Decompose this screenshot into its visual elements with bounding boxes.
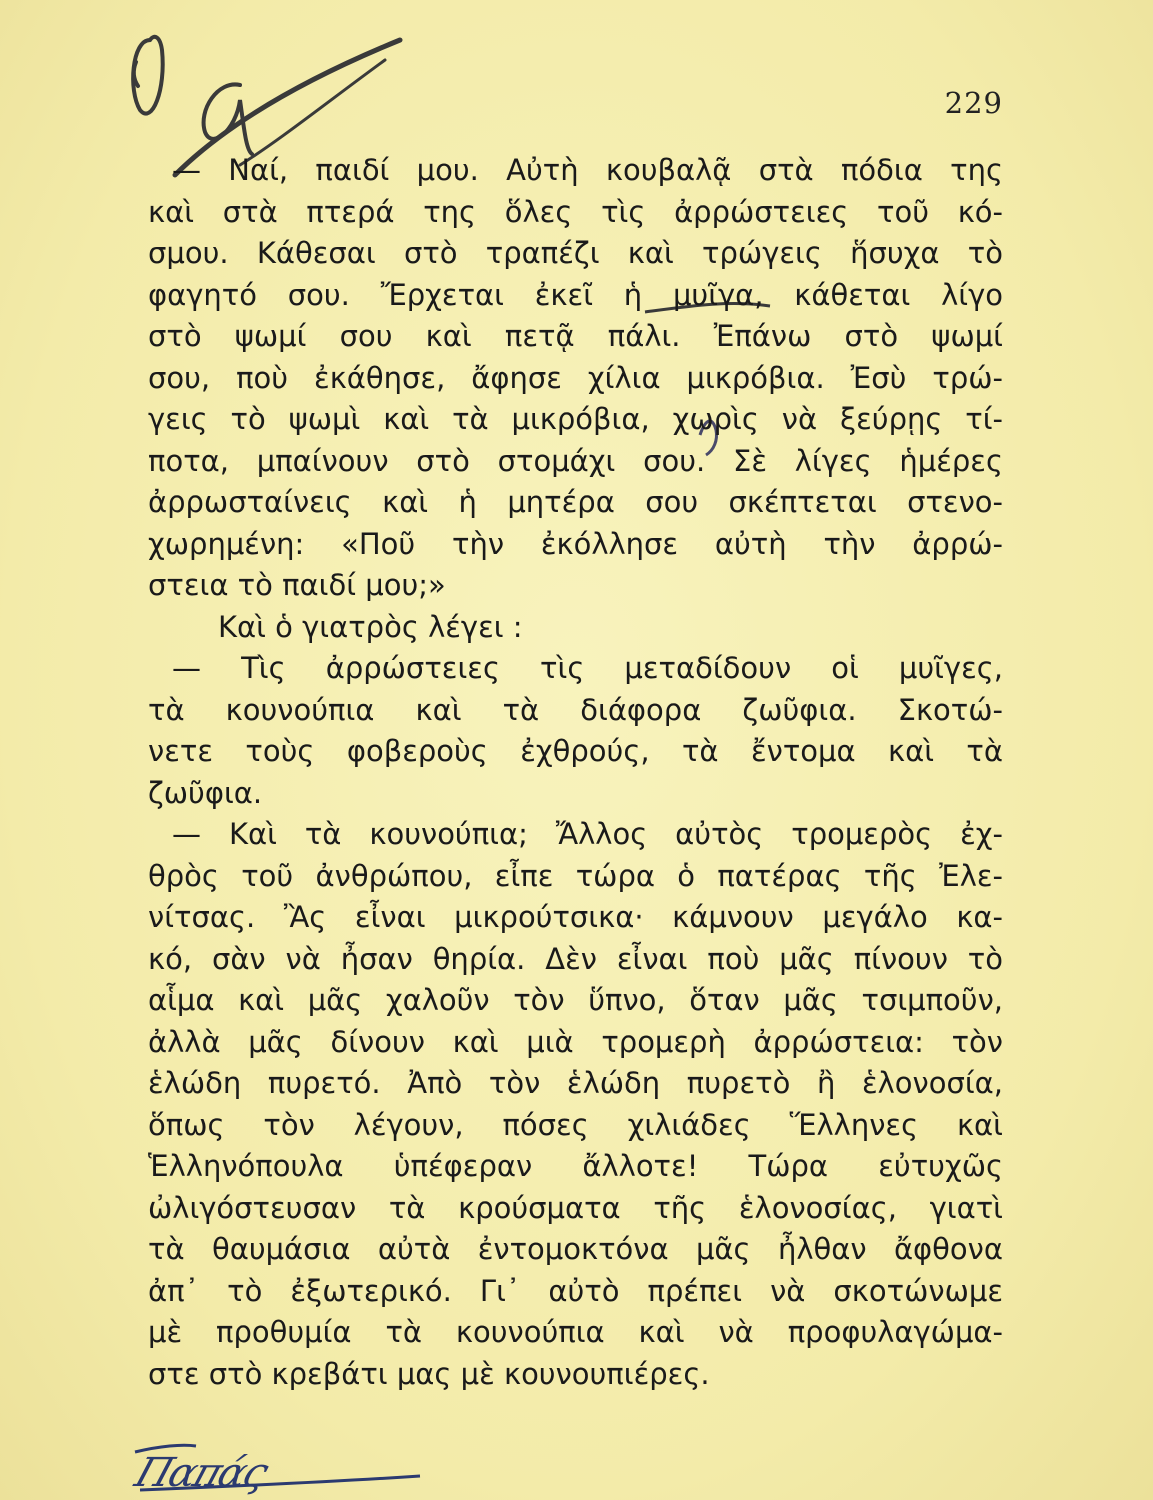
text-line: ἀρρωσταίνεις καὶ ἡ μητέρα σου σκέπτεται στενο- [148, 485, 1003, 519]
text-line: χωρημένη: «Ποῦ τὴν ἐκόλλησε αὐτὴ τὴν ἀρρώ- [148, 526, 1003, 561]
text-line: τὰ θαυμάσια αὐτὰ ἐντομοκτόνα μᾶς ἦλθαν ἄφθονα [148, 1232, 1003, 1266]
text-line: στε στὸ κρεβάτι μας μὲ κουνουπιέρες. [148, 1356, 710, 1391]
text-line: — Καὶ τὰ κουνούπια; Ἄλλος αὐτὸς τρομερὸς ἐχ- [172, 817, 1003, 851]
page-number: 229 [944, 86, 1003, 120]
text-line: φαγητό σου. Ἔρχεται ἐκεῖ ἡ μυῖγα, κάθεται λίγο [148, 277, 1003, 312]
text-line: στεια τὸ παιδί μου;» [148, 568, 446, 602]
text-line: ὅπως τὸν λέγουν, πόσες χιλιάδες Ἕλληνες καὶ [148, 1107, 1003, 1142]
text-line: νετε τοὺς φοβεροὺς ἐχθρούς, τὰ ἔντομα καὶ τὰ [148, 734, 1003, 768]
text-line: τὰ κουνούπια καὶ τὰ διάφορα ζωῦφια. Σκοτώ- [148, 692, 1003, 727]
text-line: — Ναί, παιδί μου. Αὐτὴ κουβαλᾷ στὰ πόδια της [172, 153, 1003, 187]
text-line: στὸ ψωμί σου καὶ πετᾷ πάλι. Ἐπάνω στὸ ψωμί [148, 319, 1003, 353]
text-line: ἀπ᾽ τὸ ἐξωτερικό. Γι᾽ αὐτὸ πρέπει νὰ σκοτώνωμε [148, 1273, 1003, 1308]
text-line: ἀλλὰ μᾶς δίνουν καὶ μιὰ τρομερὴ ἀρρώστεια: τὸν [148, 1024, 1003, 1059]
text-line: καὶ στὰ πτερά της ὅλες τὶς ἀρρώστειες τοῦ κό- [148, 194, 1003, 229]
text-line: κό, σὰν νὰ ἦσαν θηρία. Δὲν εἶναι ποὺ μᾶς πίνουν τὸ [148, 941, 1003, 976]
text-line: σου, ποὺ ἐκάθησε, ἄφησε χίλια μικρόβια. Ἐσὺ τρώ- [148, 360, 1003, 395]
text-line: ζωῦφια. [148, 775, 263, 810]
text-line: μὲ προθυμία τὰ κουνούπια καὶ νὰ προφυλαγώμα- [148, 1315, 1003, 1349]
text-line: αἷμα καὶ μᾶς χαλοῦν τὸν ὕπνο, ὅταν μᾶς τσιμποῦν, [148, 983, 1003, 1017]
text-line: ἑλώδη πυρετό. Ἀπὸ τὸν ἑλώδη πυρετὸ ἢ ἑλονοσία, [148, 1066, 1003, 1100]
text-line: γεις τὸ ψωμὶ καὶ τὰ μικρόβια, χωρὶς νὰ ξεύρῃς τί- [148, 402, 1003, 436]
text-line: σμου. Κάθεσαι στὸ τραπέζι καὶ τρώγεις ἥσυχα τὸ [148, 236, 1003, 270]
text-line: θρὸς τοῦ ἀνθρώπου, εἶπε τώρα ὁ πατέρας τῆς Ἐλε- [148, 858, 1003, 893]
text-line: ποτα, μπαίνουν στὸ στομάχι σου. Σὲ λίγες ἡμέρες [148, 443, 1003, 478]
handwritten-signature: Παπάς [129, 1450, 273, 1496]
text-line: — Τὶς ἀρρώστειες τὶς μεταδίδουν οἱ μυῖγες, [172, 651, 1003, 685]
body-text [148, 150, 1003, 1395]
text-line: Ἑλληνόπουλα ὑπέφεραν ἄλλοτε! Τώρα εὐτυχῶς [148, 1149, 1003, 1183]
text-line: Καὶ ὁ γιατρὸς λέγει : [218, 609, 523, 644]
text-line: ὠλιγόστευσαν τὰ κρούσματα τῆς ἑλονοσίας, γιατὶ [148, 1190, 1003, 1225]
text-line: νίτσας. Ἂς εἶναι μικρούτσικα· κάμνουν μεγάλο κα- [148, 900, 1003, 934]
